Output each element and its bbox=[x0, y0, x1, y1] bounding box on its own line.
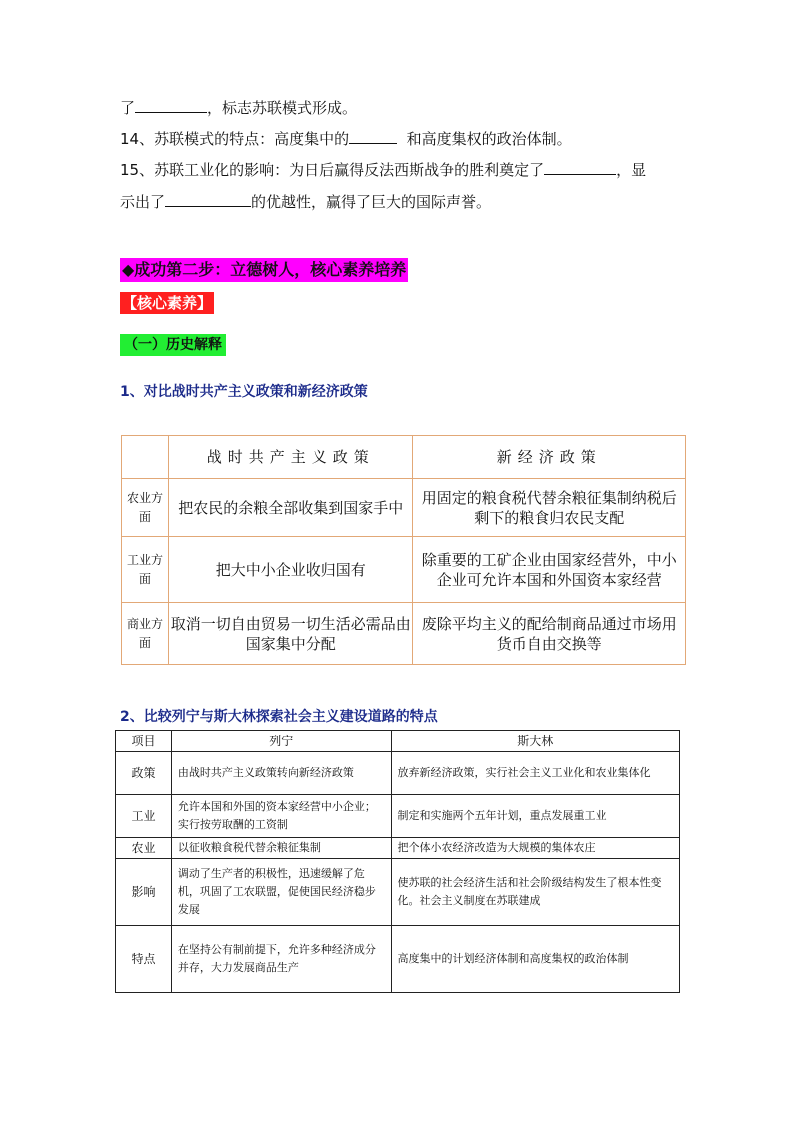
policy-comparison-table bbox=[121, 435, 686, 665]
row-label: 影响 bbox=[116, 859, 172, 926]
table-cell: 废除平均主义的配给制商品通过市场用货币自由交换等 bbox=[413, 603, 686, 665]
core-literacy-label: 【核心素养】 bbox=[122, 294, 213, 312]
step-two-heading: ◆成功第二步：立德树人，核心素养培养 bbox=[120, 258, 408, 282]
row-label: 工业方面 bbox=[122, 537, 169, 603]
table-cell: 用固定的粮食税代替余粮征集制纳税后剩下的粮食归农民支配 bbox=[413, 479, 686, 537]
table-cell: 在坚持公有制前提下，允许多种经济成分并存，大力发展商品生产 bbox=[171, 926, 391, 993]
row-label: 农业方面 bbox=[122, 479, 169, 537]
table-header-row bbox=[116, 731, 680, 752]
fill-line-13-end: 了 ，标志苏联模式形成。 bbox=[120, 96, 357, 119]
table-cell: 由战时共产主义政策转向新经济政策 bbox=[171, 752, 391, 795]
table-header-cell bbox=[122, 436, 169, 479]
table-header-row bbox=[122, 436, 686, 479]
table-row bbox=[116, 859, 680, 926]
table-cell: 调动了生产者的积极性，迅速缓解了危机，巩固了工农联盟，促使国民经济稳步发展 bbox=[171, 859, 391, 926]
table-row bbox=[116, 795, 680, 838]
row-label: 政策 bbox=[116, 752, 172, 795]
fill-line-14: 14、苏联模式的特点：高度集中的 和高度集权的政治体制。 bbox=[120, 127, 572, 150]
table-cell: 取消一切自由贸易一切生活必需品由国家集中分配 bbox=[168, 603, 413, 665]
question-1-title: 1、对比战时共产主义政策和新经济政策 bbox=[120, 384, 368, 400]
blank-15b[interactable] bbox=[165, 190, 251, 207]
row-label: 商业方面 bbox=[122, 603, 169, 665]
table-row bbox=[122, 603, 686, 665]
table-row bbox=[122, 537, 686, 603]
table-cell: 制定和实施两个五年计划，重点发展重工业 bbox=[391, 795, 679, 838]
table-cell: 放弃新经济政策，实行社会主义工业化和农业集体化 bbox=[391, 752, 679, 795]
question-2-title: 2、比较列宁与斯大林探索社会主义建设道路的特点 bbox=[120, 709, 438, 725]
table-cell: 除重要的工矿企业由国家经营外，中小企业可允许本国和外国资本家经营 bbox=[413, 537, 686, 603]
row-label: 农业 bbox=[116, 838, 172, 859]
blank-13[interactable] bbox=[135, 96, 207, 113]
table-cell: 把个体小农经济改造为大规模的集体农庄 bbox=[391, 838, 679, 859]
table-header-cell: 列宁 bbox=[171, 731, 391, 752]
lenin-stalin-table bbox=[115, 730, 680, 993]
table-header-cell: 项目 bbox=[116, 731, 172, 752]
fill-line-15-cont: 示出了 的优越性，赢得了巨大的国际声誉。 bbox=[120, 190, 491, 213]
table-header-cell: 新经济政策 bbox=[413, 436, 686, 479]
table-row bbox=[116, 752, 680, 795]
table-cell: 使苏联的社会经济生活和社会阶级结构发生了根本性变化。社会主义制度在苏联建成 bbox=[391, 859, 679, 926]
row-label: 工业 bbox=[116, 795, 172, 838]
table-row bbox=[122, 479, 686, 537]
table-header-cell: 战时共产主义政策 bbox=[168, 436, 413, 479]
blank-14[interactable] bbox=[349, 127, 397, 144]
table-row bbox=[116, 838, 680, 859]
row-label: 特点 bbox=[116, 926, 172, 993]
blank-15a[interactable] bbox=[544, 158, 616, 175]
table-row bbox=[116, 926, 680, 993]
table-cell: 把农民的余粮全部收集到国家手中 bbox=[168, 479, 413, 537]
table-cell: 以征收粮食税代替余粮征集制 bbox=[171, 838, 391, 859]
fill-line-15: 15、苏联工业化的影响：为日后赢得反法西斯战争的胜利奠定了 ，显 bbox=[120, 158, 646, 181]
table-cell: 把大中小企业收归国有 bbox=[168, 537, 413, 603]
table-cell: 允许本国和外国的资本家经营中小企业；实行按劳取酬的工资制 bbox=[171, 795, 391, 838]
history-explanation-label: （一）历史解释 bbox=[120, 334, 226, 356]
table-cell: 高度集中的计划经济体制和高度集权的政治体制 bbox=[391, 926, 679, 993]
table-header-cell: 斯大林 bbox=[391, 731, 679, 752]
